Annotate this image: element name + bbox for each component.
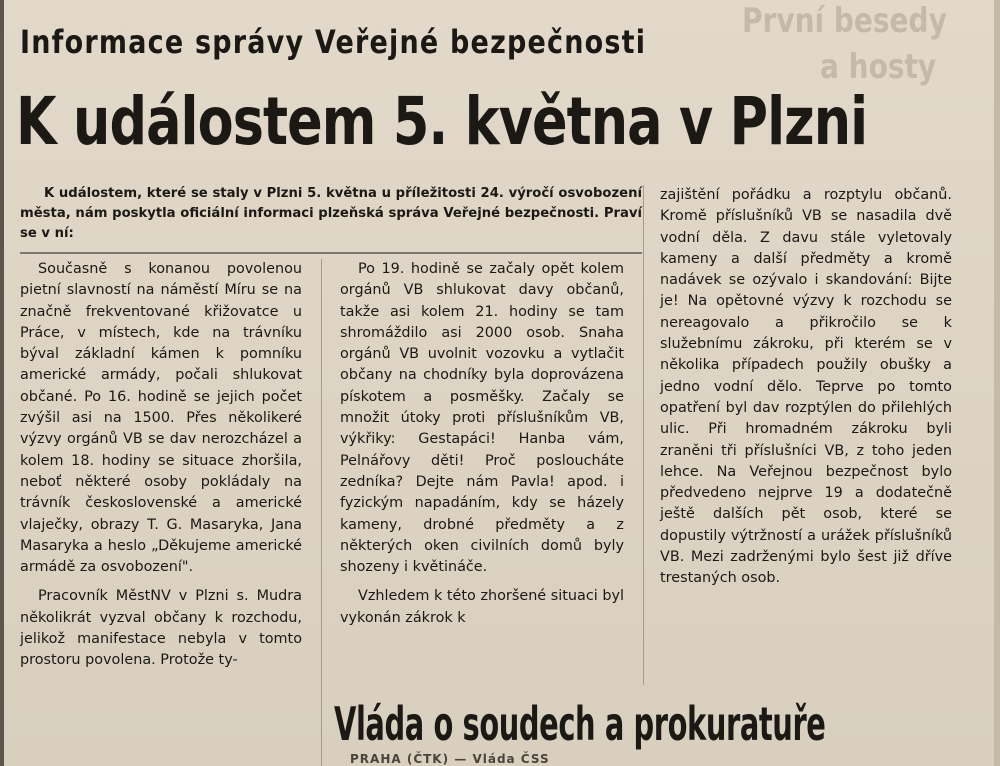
page-edge-left — [0, 0, 4, 766]
column-1-paragraph-1: Současně s konanou povolenou pietní slavností na náměstí Míru se na značně frekventované křižovatce u Práce, v místech, kde na trávníku býval základní kámen k pomníku americké armády, počali shlukovat občané. Po 16. hodině se jejich počet zvýšil asi na 1500. Přes několikeré výzvy orgánů VB se dav nerozcházel a kolem 18. hodiny se situace zhoršila, neboť některé osoby pokládaly na trávník československé a americké vlaječky, obrazy T. G. Masaryka, Jana Masaryka a heslo „Děkujeme americké armádě za osvobození". — [20, 261, 302, 576]
article-column-3 — [660, 185, 952, 590]
lead-divider — [20, 252, 642, 254]
bleed-through-heading-2: a hosty — [820, 46, 937, 87]
article-column-2 — [340, 259, 624, 629]
column-divider — [643, 185, 644, 685]
column-2-paragraph-2: Vzhledem k této zhoršené situaci byl vykonán zákrok k — [340, 588, 624, 626]
article-kicker: Informace správy Veřejné bezpečnosti — [20, 24, 647, 62]
column-3-paragraph-1: zajištění pořádku a rozptylu občanů. Kromě příslušníků VB se nasadila dvě vodní děla. Z davu stále vyletovaly kameny a další předměty a kromě nadávek se ozývalo i skandování: Bijte je! Na opětovné výzvy k rozchodu se nereagovalo a přikročilo se k služebnímu zákroku, při kterém se v několika případech použily obušky a jedno vodní dělo. Teprve po tomto opatření byl dav rozptýlen do přilehlých ulic. Při hromadném zákroku byli zraněni tři příslušníci VB, z toho jeden lehce. Na Veřejnou bezpečnost bylo předvedeno nejprve 19 a dodatečně ještě dalších pět osob, které se dopustily výtržností a urážek příslušníků VB. Mezi zadrženými bylo šest již dříve trestaných osob. — [660, 187, 952, 587]
bleed-through-heading-1: První besedy — [742, 0, 947, 41]
article-column-1 — [20, 259, 302, 672]
column-2-paragraph-1: Po 19. hodině se začaly opět kolem orgánů VB shlukovat davy občanů, takže asi kolem 21. hodiny se tam shromáždilo asi 2000 osob. Snaha orgánů VB uvolnit vozovku a vytlačit občany na chodníky byla doprovázena pískotem a posměšky. Začaly se množit útoky proti příslušníkům VB, výkřiky: Gestapáci! Hanba vám, Pelnářovy děti! Proč posloucháte zedníka? Dejte nám Pavla! apod. i fyzickým napadáním, kdy se házely kameny, drobné předměty a z některých oken civilních domů byly shozeny i květináče. — [340, 261, 624, 576]
second-article-dateline: PRAHA (ČTK) — Vláda ČSS — [350, 752, 550, 766]
column-1-paragraph-2: Pracovník MěstNV v Plzni s. Mudra několikrát vyzval občany k rozchodu, jelikož manifestace nebyla v tomto prostoru povolena. Protože ty- — [20, 588, 302, 669]
article-lead: K událostem, které se staly v Plzni 5. května u příležitosti 24. výročí osvobození města, nám poskytla oficiální informaci plzeňská správa Veřejné bezpečnosti. Praví se v ní: — [20, 186, 642, 241]
page-edge-right — [994, 0, 1000, 766]
column-divider — [321, 259, 322, 766]
article-headline: K událostem 5. května v Plzni — [16, 84, 868, 160]
second-article-headline: Vláda o soudech a prokuratuře — [334, 698, 826, 752]
